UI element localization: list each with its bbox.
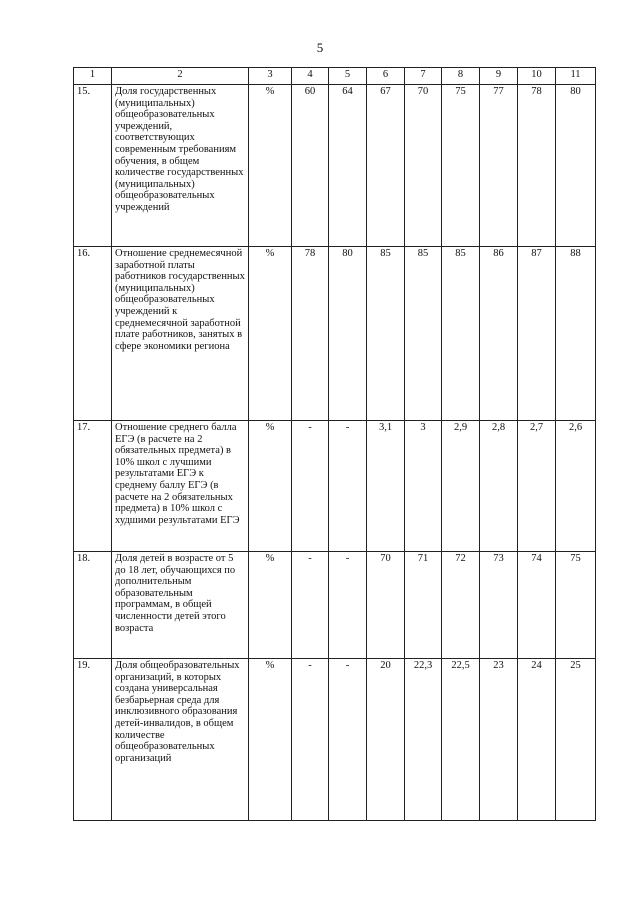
value-cell: - [329,421,367,552]
header-cell: 3 [249,68,292,85]
header-cell: 7 [405,68,442,85]
table-row [74,421,596,552]
value-cell: - [292,659,329,821]
table-header-row [74,68,596,85]
value-cell: 2,8 [480,421,518,552]
value-cell: 20 [367,659,405,821]
header-cell: 9 [480,68,518,85]
table-row [74,659,596,821]
indicators-table [73,67,596,821]
value-cell: 2,9 [442,421,480,552]
value-cell: 64 [329,85,367,247]
value-cell: 2,7 [518,421,556,552]
value-cell: 78 [518,85,556,247]
unit-cell: % [249,85,292,247]
value-cell: 24 [518,659,556,821]
indicator-name: Доля детей в возрасте от 5 до 18 лет, обучающихся по дополнительным образовательным программам, в общей численности детей этого возраста [112,552,249,659]
value-cell: 77 [480,85,518,247]
value-cell: 72 [442,552,480,659]
value-cell: 80 [556,85,596,247]
value-cell: 73 [480,552,518,659]
row-number: 18. [74,552,112,659]
table-row [74,552,596,659]
value-cell: 25 [556,659,596,821]
row-number: 19. [74,659,112,821]
header-cell: 2 [112,68,249,85]
value-cell: 71 [405,552,442,659]
value-cell: 60 [292,85,329,247]
value-cell: 67 [367,85,405,247]
value-cell: 80 [329,247,367,421]
value-cell: 86 [480,247,518,421]
value-cell: - [292,552,329,659]
indicator-name: Отношение среднемесячной заработной платы работников государственных (муниципальных) общеобразовательных учреждений к среднемесячной заработной плате работников, занятых в сфере экономики региона [112,247,249,421]
value-cell: 75 [442,85,480,247]
indicator-name: Доля общеобразовательных организаций, в которых создана универсальная безбарьерная среда для инклюзивного образования детей-инвалидов, в общем количестве общеобразовательных организаций [112,659,249,821]
value-cell: 85 [367,247,405,421]
header-cell: 11 [556,68,596,85]
value-cell: 87 [518,247,556,421]
header-cell: 8 [442,68,480,85]
value-cell: 70 [405,85,442,247]
value-cell: 74 [518,552,556,659]
header-cell: 5 [329,68,367,85]
value-cell: - [292,421,329,552]
unit-cell: % [249,247,292,421]
value-cell: 85 [442,247,480,421]
value-cell: 75 [556,552,596,659]
row-number: 16. [74,247,112,421]
value-cell: 70 [367,552,405,659]
value-cell: 88 [556,247,596,421]
page-number: 5 [316,40,324,55]
table-row [74,247,596,421]
value-cell: 23 [480,659,518,821]
value-cell: 22,3 [405,659,442,821]
unit-cell: % [249,659,292,821]
row-number: 15. [74,85,112,247]
row-number: 17. [74,421,112,552]
value-cell: 85 [405,247,442,421]
value-cell: 3 [405,421,442,552]
value-cell: - [329,552,367,659]
indicator-name: Доля государственных (муниципальных) общеобразовательных учреждений, соответствующих современным требованиям обучения, в общем количестве государственных (муниципальных) общеобразовательных учреждений [112,85,249,247]
value-cell: 2,6 [556,421,596,552]
value-cell: 22,5 [442,659,480,821]
unit-cell: % [249,552,292,659]
unit-cell: % [249,421,292,552]
value-cell: - [329,659,367,821]
indicator-name: Отношение среднего балла ЕГЭ (в расчете на 2 обязательных предмета) в 10% школ с лучшими результатами ЕГЭ к среднему баллу ЕГЭ (в расчете на 2 обязательных предмета) в 10% школ с худшими результатами ЕГЭ [112,421,249,552]
header-cell: 1 [74,68,112,85]
header-cell: 4 [292,68,329,85]
table-row [74,85,596,247]
value-cell: 78 [292,247,329,421]
value-cell: 3,1 [367,421,405,552]
header-cell: 10 [518,68,556,85]
header-cell: 6 [367,68,405,85]
